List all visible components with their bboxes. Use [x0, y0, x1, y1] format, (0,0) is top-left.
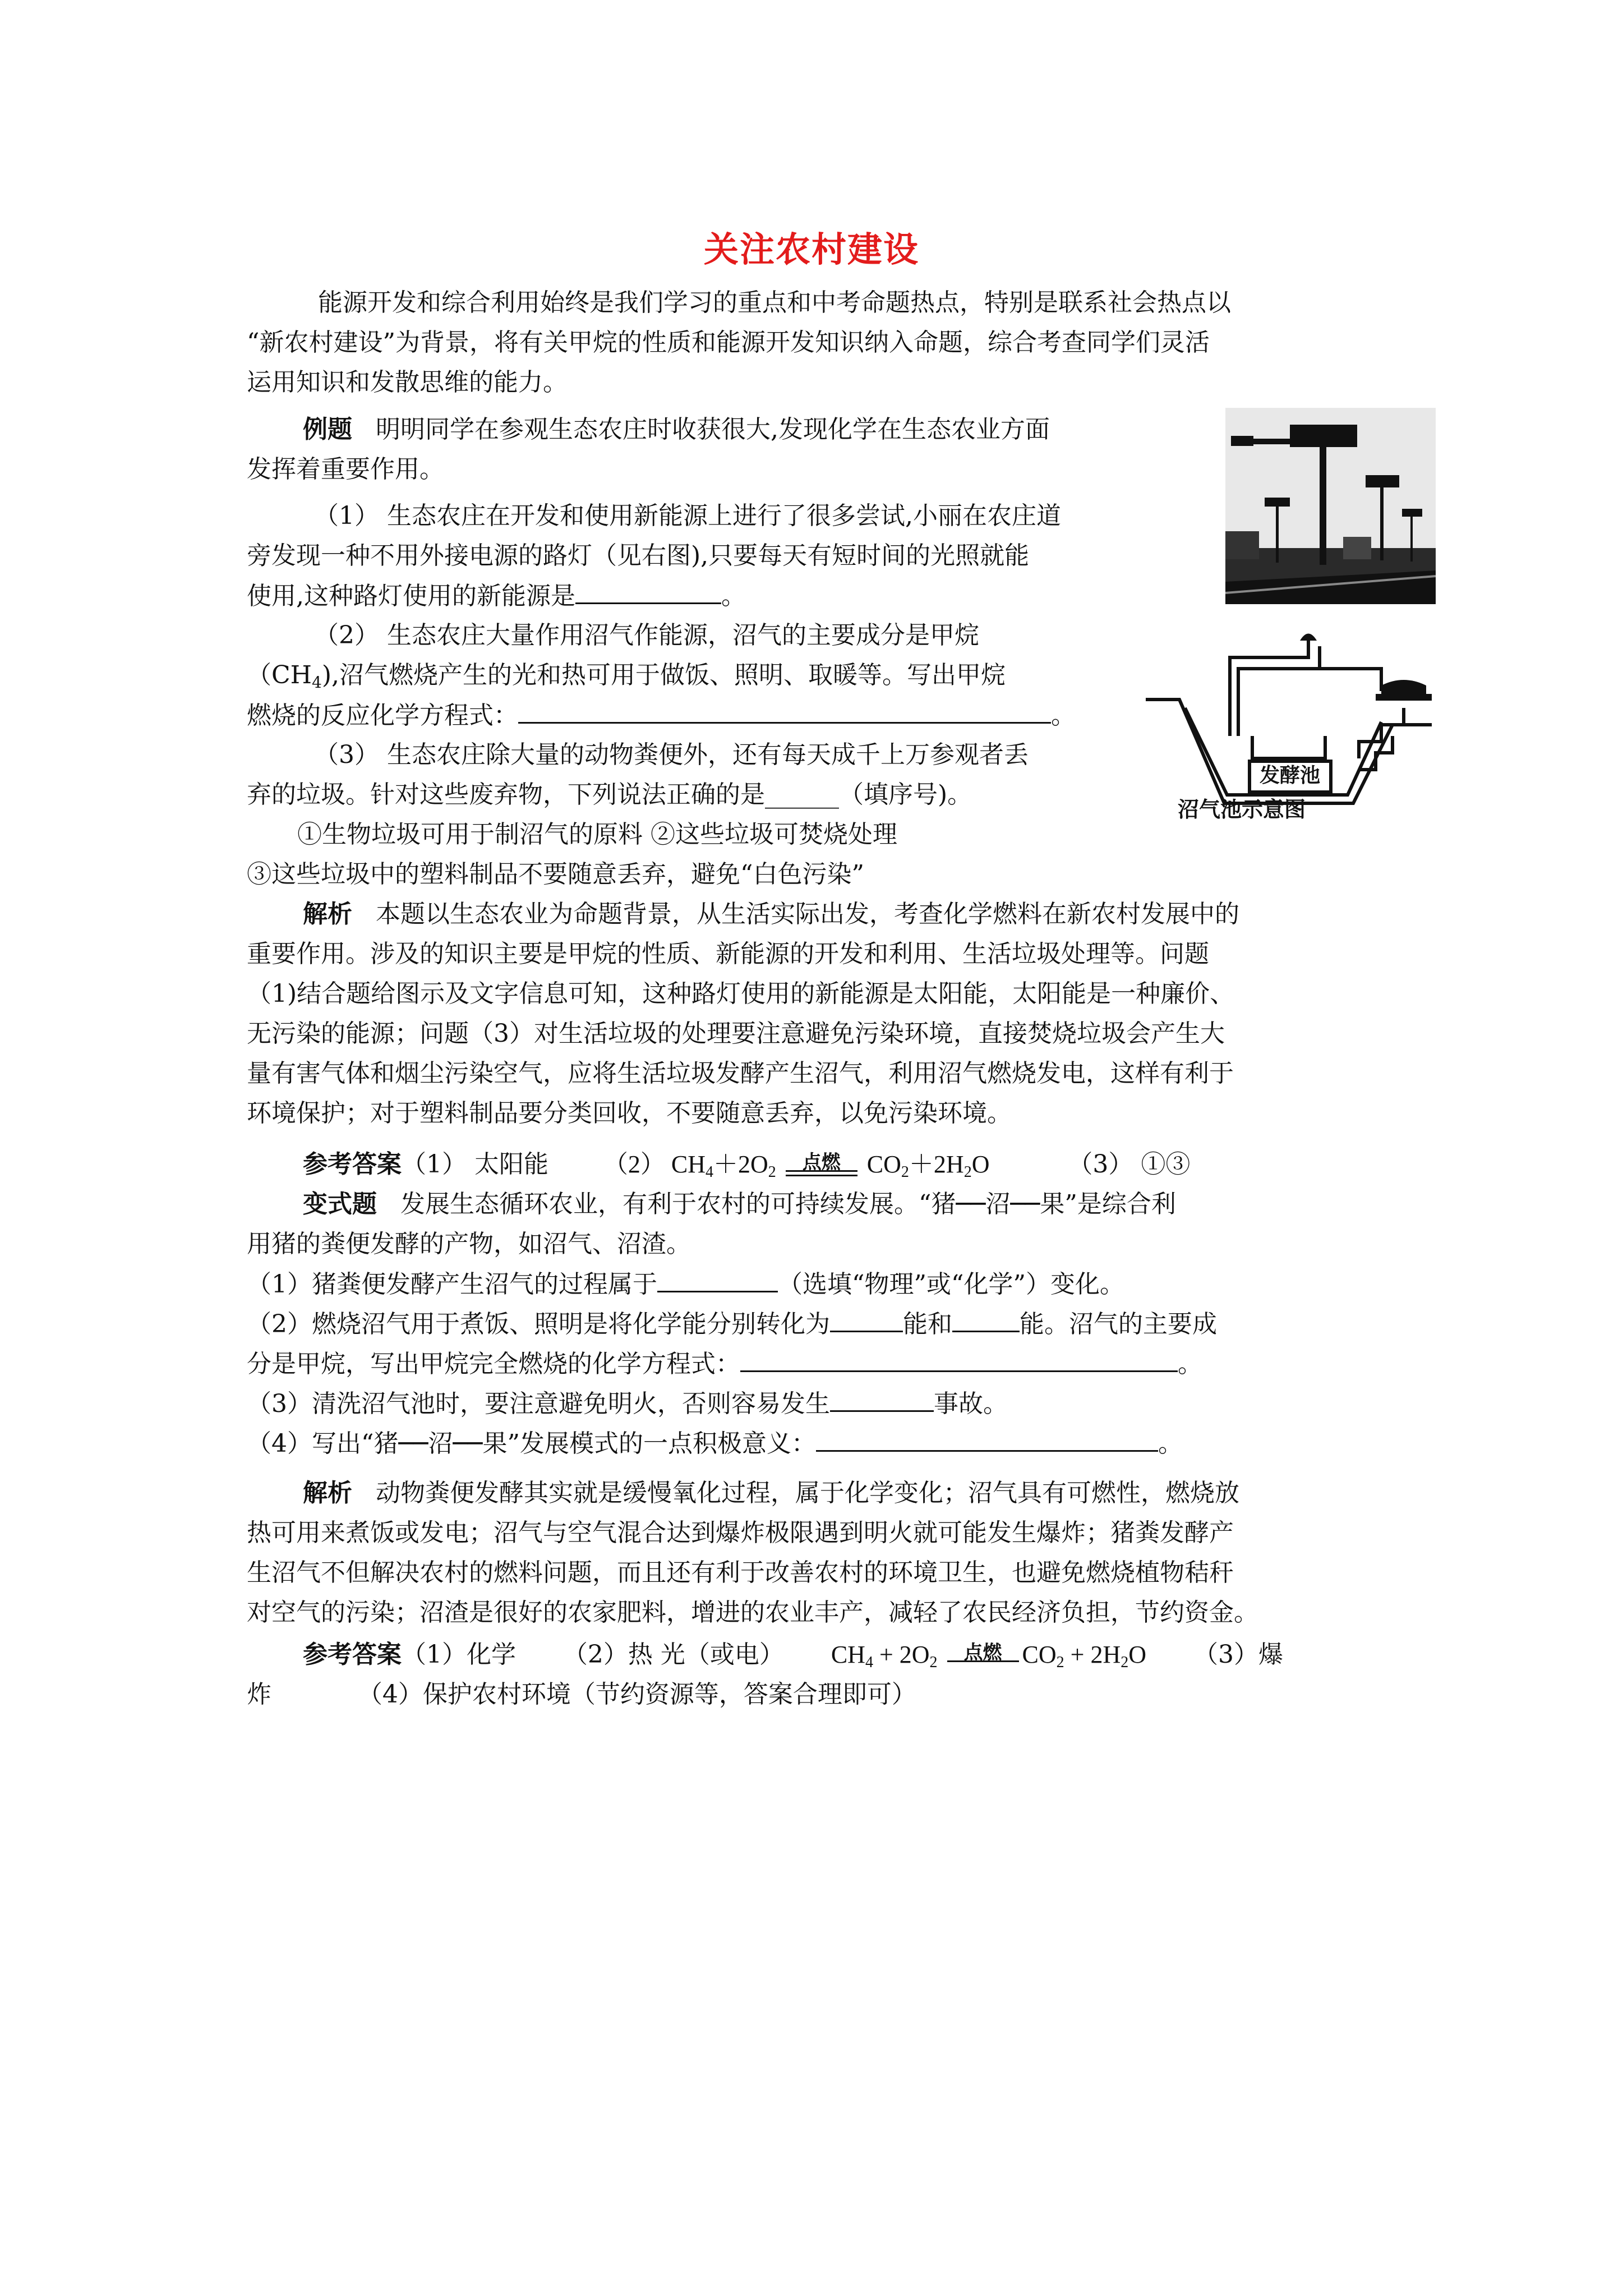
eq-part: + 2O	[873, 1641, 930, 1668]
tank-label: 发酵池	[1259, 764, 1321, 787]
example-line-1	[303, 414, 1050, 445]
example-line-2: 发挥着重要作用。	[247, 455, 444, 484]
answer2-label: 参考答案	[303, 1640, 402, 1669]
eq-sub: 4	[865, 1654, 873, 1671]
solar-street-lamp-image	[1225, 408, 1436, 604]
eq-sub: 2	[768, 1163, 776, 1181]
analysis1-text: 本题以生态农业为命题背景，从生活实际出发，考查化学燃料在新农村发展中的	[375, 900, 1239, 928]
answer1-label: 参考答案	[303, 1150, 402, 1179]
analysis1-line-5: 量有害气体和烟尘污染空气，应将生活垃圾发酵产生沼气，利用沼气燃烧发电，这样有利于	[247, 1059, 1234, 1088]
variant-q1-end: （选填“物理”或“化学”）变化。	[778, 1270, 1124, 1299]
intro-line-1: 能源开发和综合利用始终是我们学习的重点和中考命题热点，特别是联系社会热点以	[318, 288, 1231, 317]
answer2-line-2	[247, 1679, 916, 1710]
variant-q2-line-2	[247, 1348, 1202, 1380]
answer2-cont: 炸	[247, 1680, 271, 1709]
analysis2-label: 解析	[303, 1479, 352, 1507]
q2-line-3	[247, 700, 1076, 731]
answer1-line	[303, 1149, 1190, 1182]
eq-part: CO	[1022, 1641, 1057, 1668]
eq-part: ＋2H	[909, 1151, 964, 1178]
intro-line-3: 运用知识和发散思维的能力。	[247, 368, 568, 397]
analysis1-line-1	[303, 899, 1239, 930]
analysis1-line-6: 环境保护；对于塑料制品要分类回收，不要随意丢弃，以免污染环境。	[247, 1099, 1012, 1128]
variant-q2b-text: 分是甲烷，写出甲烷完全燃烧的化学方程式：	[247, 1350, 740, 1378]
figure-caption: 沼气池示意图	[1178, 797, 1306, 822]
eq-part: + 2H	[1064, 1641, 1121, 1668]
page-title: 关注农村建设	[703, 229, 919, 270]
q1-line-2: 旁发现一种不用外接电源的路灯（见右图),只要每天有短时间的光照就能	[247, 541, 1030, 570]
q2-formula: （CH	[247, 661, 312, 689]
eq-sub: 4	[706, 1163, 714, 1181]
eq-part: （2） CH	[603, 1151, 706, 1178]
q3-line-1: （3） 生态农庄除大量的动物粪便外，还有每天成千上万参观者丢	[314, 740, 1029, 769]
option-line-1: ①生物垃圾可用于制沼气的原料 ②这些垃圾可焚烧处理	[297, 820, 897, 849]
answer2-equation	[831, 1641, 1147, 1671]
eq-part: CH	[831, 1641, 865, 1668]
variant-q2-line-1	[247, 1308, 1217, 1340]
analysis1-label: 解析	[303, 900, 352, 928]
answer1-a1: （1） 太阳能	[402, 1150, 548, 1179]
answer-blank[interactable]	[575, 580, 721, 604]
answer2-a4: （4）保护农村环境（节约资源等，答案合理即可）	[357, 1680, 916, 1709]
analysis2-line-1	[303, 1478, 1239, 1509]
analysis2-line-3: 生沼气不但解决农村的燃料问题，而且还有利于改善农村的环境卫生，也避免燃烧植物秸秆	[247, 1558, 1234, 1587]
analysis1-line-4: 无污染的能源；问题（3）对生活垃圾的处理要注意避免污染环境，直接焚烧垃圾会产生大	[247, 1019, 1225, 1048]
variant-q2b-end: 。	[1178, 1350, 1202, 1378]
eq-part: O	[1128, 1641, 1147, 1668]
variant-q1	[247, 1268, 1124, 1300]
eq-part: ＋2O	[713, 1151, 768, 1178]
analysis1-line-2: 重要作用。涉及的知识主要是甲烷的性质、新能源的开发和利用、生活垃圾处理等。问题	[247, 940, 1209, 968]
eq-sub: 2	[963, 1163, 972, 1181]
eq-sub: 2	[1056, 1654, 1064, 1671]
analysis2-text: 动物粪便发酵其实就是缓慢氧化过程，属于化学变化；沼气具有可燃性，燃烧放	[375, 1479, 1239, 1507]
variant-q2-text: （2）燃烧沼气用于煮饭、照明是将化学能分别转化为	[247, 1310, 830, 1338]
condition-sign	[944, 1641, 1022, 1673]
answer2-line-1	[303, 1639, 1283, 1673]
answer-blank[interactable]	[830, 1388, 934, 1412]
answer2-a3: （3）爆	[1193, 1640, 1283, 1669]
variant-line-1	[303, 1189, 1176, 1220]
analysis2-line-2: 热可用来煮饭或发电；沼气与空气混合达到爆炸极限遇到明火就可能发生爆炸；猪粪发酵产	[247, 1519, 1234, 1547]
q1-line-1: （1） 生态农庄在开发和使用新能源上进行了很多尝试,小丽在农庄道	[314, 501, 1061, 530]
condition-text: 点燃	[802, 1151, 841, 1174]
analysis2-line-4: 对空气的污染；沼渣是很好的农家肥料，增进的农业丰产，减轻了农民经济负担，节约资金。	[247, 1598, 1258, 1627]
option-line-2: ③这些垃圾中的塑料制品不要随意丢弃，避免“白色污染”	[247, 860, 864, 889]
answer-blank[interactable]	[952, 1308, 1020, 1332]
q2-text: ),沼气燃烧产生的光和热可用于做饭、照明、取暖等。写出甲烷	[321, 661, 1006, 689]
condition-sign	[782, 1151, 861, 1182]
answer1-equation	[603, 1151, 990, 1181]
q1-line-3	[247, 580, 746, 612]
q3-line-2: 弃的垃圾。针对这些废弃物，下列说法正确的是______（填序号)。	[247, 780, 972, 809]
variant-q1-text: （1）猪粪便发酵产生沼气的过程属于	[247, 1270, 657, 1299]
variant-q2-mid: 能和	[903, 1310, 952, 1338]
variant-q4-text: （4）写出“猪──沼──果”发展模式的一点积极意义：	[247, 1429, 816, 1458]
variant-q3	[247, 1388, 1008, 1420]
example-label: 例题	[303, 415, 352, 444]
q2-line-1: （2） 生态农庄大量作用沼气作能源，沼气的主要成分是甲烷	[314, 621, 979, 650]
q2-prompt: 燃烧的反应化学方程式：	[247, 701, 518, 730]
eq-part: O	[971, 1151, 990, 1178]
answer-blank[interactable]	[830, 1308, 903, 1332]
analysis1-line-3: （1)结合题给图示及文字信息可知，这种路灯使用的新能源是太阳能，太阳能是一种廉价、	[247, 979, 1235, 1008]
answer1-a3: （3） ①③	[1068, 1150, 1191, 1179]
example-text: 明明同学在参观生态农庄时收获很大,发现化学在生态农业方面	[375, 415, 1050, 444]
answer2-a1: （1）化学	[402, 1640, 516, 1669]
eq-part: CO	[866, 1151, 901, 1178]
eq-sub: 2	[901, 1163, 909, 1181]
intro-line-2: “新农村建设”为背景，将有关甲烷的性质和能源开发知识纳入命题，综合考查同学们灵活	[247, 328, 1210, 357]
q1-text: 使用,这种路灯使用的新能源是	[247, 582, 575, 610]
eq-sub: 2	[1121, 1654, 1129, 1671]
variant-line-2: 用猪的粪便发酵的产物，如沼气、沼渣。	[247, 1230, 691, 1258]
q2-sub: 4	[312, 673, 322, 692]
answer-blank[interactable]	[657, 1268, 778, 1292]
variant-q4-end: 。	[1158, 1429, 1183, 1458]
eq-sub: 2	[929, 1654, 938, 1671]
variant-q3-text: （3）清洗沼气池时，要注意避免明火，否则容易发生	[247, 1389, 830, 1418]
variant-text: 发展生态循环农业，有利于农村的可持续发展。“猪──沼──果”是综合利	[400, 1190, 1176, 1218]
q2-line-2	[247, 660, 1006, 691]
answer2-a2: （2）热 光（或电）	[562, 1640, 784, 1669]
variant-q4	[247, 1428, 1183, 1460]
answer-blank[interactable]	[740, 1348, 1178, 1372]
q2-end: 。	[1051, 701, 1076, 730]
q1-end: 。	[721, 582, 746, 610]
variant-q3-end: 事故。	[934, 1389, 1008, 1418]
condition-text: 点燃	[963, 1641, 1002, 1664]
variant-label: 变式题	[303, 1190, 377, 1218]
answer-blank[interactable]	[816, 1428, 1158, 1452]
variant-q2-end: 能。沼气的主要成	[1020, 1310, 1217, 1338]
answer-blank[interactable]	[518, 700, 1051, 724]
